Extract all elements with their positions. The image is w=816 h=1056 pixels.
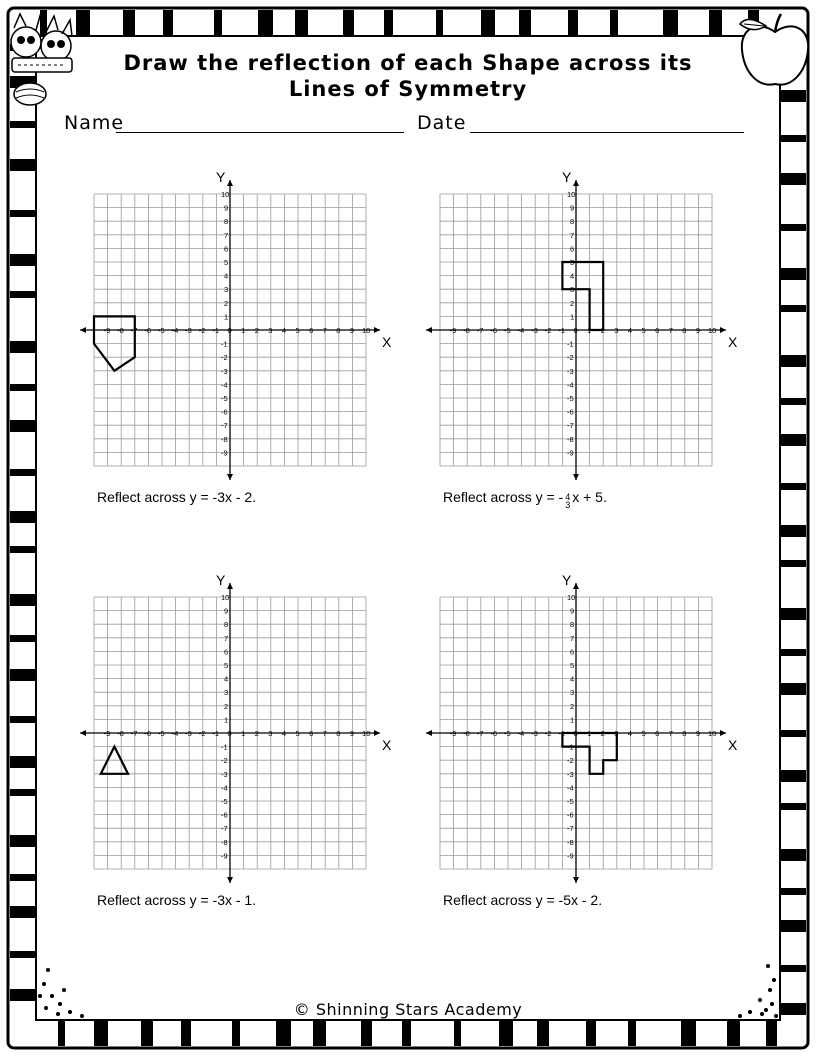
owl-clipart-icon xyxy=(6,6,78,106)
x-tick-label: 10 xyxy=(708,326,717,335)
border-stripe xyxy=(780,483,806,490)
y-axis-arrow xyxy=(573,877,579,883)
x-tick-label: 5 xyxy=(641,326,646,335)
x-tick-label: 3 xyxy=(268,729,273,738)
border-stripe xyxy=(10,159,36,171)
y-tick-label: 4 xyxy=(224,271,229,281)
y-tick-label: 6 xyxy=(570,647,575,657)
x-tick-label: 0 xyxy=(573,326,578,335)
x-tick-label: 3 xyxy=(614,326,619,335)
y-tick-label: 6 xyxy=(570,244,575,254)
x-tick-label: -7 xyxy=(476,326,484,335)
y-tick-label: -1 xyxy=(567,339,574,349)
y-tick-label: -5 xyxy=(567,797,574,806)
x-tick-label: -6 xyxy=(144,729,152,738)
name-label: Name xyxy=(64,112,125,134)
name-date-row xyxy=(64,112,748,138)
x-tick-label: 0 xyxy=(227,326,232,335)
x-tick-label: -6 xyxy=(144,326,152,335)
y-axis-label: Y xyxy=(216,575,226,588)
border-stripe xyxy=(780,683,806,695)
x-tick-label: -2 xyxy=(544,729,552,738)
x-axis-label: X xyxy=(382,737,392,753)
border-stripe xyxy=(10,384,36,391)
y-tick-label: -6 xyxy=(221,407,228,417)
apple-clipart-icon xyxy=(736,6,814,92)
y-tick-label: -4 xyxy=(567,380,574,390)
y-tick-label: 3 xyxy=(224,285,229,295)
x-tick-label: 1 xyxy=(241,326,246,335)
coordinate-grid-3 xyxy=(80,575,400,887)
y-tick-label: 3 xyxy=(224,688,229,698)
fraction-denominator: 3 xyxy=(565,500,571,510)
y-axis-label: Y xyxy=(562,575,572,588)
y-tick-label: -5 xyxy=(221,394,228,403)
x-tick-label: 5 xyxy=(295,729,300,738)
y-tick-label: 5 xyxy=(570,258,575,267)
border-stripe xyxy=(586,1020,596,1046)
copyright-footer: © Shinning Stars Academy xyxy=(293,1000,523,1019)
x-tick-label: 9 xyxy=(695,326,701,335)
x-tick-label: 2 xyxy=(254,729,259,738)
y-tick-label: -6 xyxy=(567,810,574,820)
x-axis-arrow xyxy=(374,730,380,736)
x-tick-label: -1 xyxy=(558,729,566,738)
y-tick-label: -5 xyxy=(221,797,228,806)
y-tick-label: -4 xyxy=(221,783,228,793)
x-axis-arrow xyxy=(720,327,726,333)
border-stripe xyxy=(780,135,806,142)
border-stripe xyxy=(780,173,806,185)
border-stripe xyxy=(361,1020,372,1046)
x-axis-label: X xyxy=(728,737,738,753)
y-tick-label: 2 xyxy=(570,701,575,711)
y-axis-arrow xyxy=(227,583,233,589)
border-stripe xyxy=(780,305,806,312)
y-tick-label: -2 xyxy=(567,756,574,766)
border-stripe xyxy=(10,511,36,523)
x-tick-label: 8 xyxy=(682,729,687,738)
border-stripe xyxy=(628,1020,636,1046)
x-tick-label: -4 xyxy=(171,326,179,335)
y-tick-label: -1 xyxy=(221,339,228,349)
x-tick-label: -8 xyxy=(463,729,470,738)
y-axis-arrow xyxy=(227,877,233,883)
border-stripe xyxy=(10,291,36,298)
y-tick-label: -9 xyxy=(221,851,228,861)
border-stripe xyxy=(402,1020,411,1046)
y-axis-arrow xyxy=(573,474,579,480)
y-tick-label: -2 xyxy=(221,353,228,363)
border-stripe xyxy=(780,649,806,656)
y-tick-label: 5 xyxy=(224,258,229,267)
border-stripe xyxy=(780,268,806,280)
y-tick-label: 8 xyxy=(570,217,575,227)
x-axis-label: X xyxy=(728,334,738,350)
speckle-dot xyxy=(50,994,54,998)
x-tick-label: 9 xyxy=(695,729,701,738)
x-tick-label: -1 xyxy=(212,729,220,738)
speckle-dot xyxy=(62,988,66,992)
border-stripe xyxy=(10,210,36,217)
x-tick-label: 4 xyxy=(627,326,633,335)
y-tick-label: 4 xyxy=(570,674,575,684)
border-stripe xyxy=(709,10,722,36)
y-tick-label: -9 xyxy=(221,448,228,458)
y-tick-label: 10 xyxy=(221,190,230,199)
y-tick-label: 7 xyxy=(224,230,229,240)
x-tick-label: 2 xyxy=(600,729,605,738)
border-stripe xyxy=(94,1020,108,1046)
x-tick-label: 5 xyxy=(295,326,300,335)
x-tick-label: 1 xyxy=(587,326,592,335)
border-stripe xyxy=(780,224,806,231)
y-tick-label: 9 xyxy=(224,203,229,213)
y-tick-label: -7 xyxy=(221,824,228,834)
border-stripe xyxy=(214,10,222,36)
speckle-dot xyxy=(38,994,42,998)
y-axis-label: Y xyxy=(562,172,572,185)
x-tick-label: 6 xyxy=(309,729,314,738)
border-stripe xyxy=(10,546,36,553)
coordinate-grid-4 xyxy=(426,575,746,887)
border-stripe xyxy=(10,835,36,847)
border-stripe xyxy=(232,1020,240,1046)
border-stripe xyxy=(454,1020,461,1046)
x-tick-label: -3 xyxy=(185,326,192,335)
y-tick-label: 6 xyxy=(224,244,229,254)
x-tick-label: -8 xyxy=(117,729,124,738)
y-tick-label: -3 xyxy=(567,769,574,779)
x-tick-label: -3 xyxy=(185,729,192,738)
y-tick-label: -5 xyxy=(567,394,574,403)
y-axis-arrow xyxy=(227,180,233,186)
y-tick-label: 10 xyxy=(221,593,230,602)
border-stripe xyxy=(780,920,806,932)
x-tick-label: 2 xyxy=(254,326,259,335)
x-tick-label: 0 xyxy=(573,729,578,738)
coordinate-grid-1 xyxy=(80,172,400,484)
border-stripe xyxy=(727,1020,740,1046)
x-tick-label: 8 xyxy=(336,326,341,335)
y-tick-label: 7 xyxy=(570,633,575,643)
x-tick-label: 4 xyxy=(281,729,287,738)
border-stripe xyxy=(10,874,36,881)
border-stripe xyxy=(76,10,90,36)
x-tick-label: -9 xyxy=(103,729,111,738)
coordinate-grid-2 xyxy=(426,172,746,484)
y-tick-label: 1 xyxy=(224,715,229,725)
border-stripe xyxy=(276,1020,291,1046)
x-tick-label: 9 xyxy=(349,326,355,335)
x-tick-label: 6 xyxy=(309,326,314,335)
y-tick-label: 1 xyxy=(570,715,575,725)
border-stripe xyxy=(780,608,806,620)
y-tick-label: 9 xyxy=(570,606,575,616)
x-tick-label: -7 xyxy=(130,729,138,738)
x-tick-label: -4 xyxy=(171,729,179,738)
y-axis-arrow xyxy=(227,474,233,480)
border-stripe xyxy=(568,10,578,36)
border-stripe xyxy=(123,10,135,36)
date-line xyxy=(470,132,744,133)
x-tick-label: -3 xyxy=(531,326,538,335)
x-tick-label: 4 xyxy=(281,326,287,335)
border-stripe xyxy=(499,1020,513,1046)
border-stripe xyxy=(610,10,618,36)
border-stripe xyxy=(343,10,354,36)
y-tick-label: 2 xyxy=(224,701,229,711)
border-stripe xyxy=(181,1020,191,1046)
border-stripe xyxy=(10,594,36,606)
y-tick-label: -4 xyxy=(567,783,574,793)
y-tick-label: 1 xyxy=(224,312,229,322)
y-tick-label: -4 xyxy=(221,380,228,390)
x-tick-label: 5 xyxy=(641,729,646,738)
y-tick-label: 4 xyxy=(570,271,575,281)
x-tick-label: -1 xyxy=(212,326,220,335)
x-tick-label: 1 xyxy=(587,729,592,738)
speckle-dot xyxy=(772,978,776,982)
y-tick-label: -3 xyxy=(221,366,228,376)
y-tick-label: -3 xyxy=(567,366,574,376)
x-tick-label: 1 xyxy=(241,729,246,738)
x-tick-label: 7 xyxy=(668,729,673,738)
x-tick-label: 2 xyxy=(600,326,605,335)
x-tick-label: 7 xyxy=(322,326,327,335)
y-tick-label: 10 xyxy=(567,593,576,602)
x-tick-label: -2 xyxy=(544,326,552,335)
border-stripe xyxy=(780,849,806,861)
y-tick-label: -8 xyxy=(567,434,574,444)
border-stripe xyxy=(780,560,806,567)
x-tick-label: -9 xyxy=(103,326,111,335)
x-tick-label: -8 xyxy=(117,326,124,335)
border-stripe xyxy=(10,635,36,642)
x-tick-label: -7 xyxy=(130,326,138,335)
x-axis-arrow xyxy=(426,327,432,333)
border-stripe xyxy=(766,1020,777,1046)
instruction-1: Reflect across y = -3x - 2. xyxy=(97,489,257,505)
border-stripe xyxy=(10,341,36,353)
x-tick-label: 3 xyxy=(268,326,273,335)
x-tick-label: -5 xyxy=(158,729,165,738)
instruction-2 xyxy=(443,489,607,510)
speckle-dot xyxy=(768,988,772,992)
y-tick-label: -9 xyxy=(567,448,574,458)
x-tick-label: 6 xyxy=(655,729,660,738)
border-stripe xyxy=(681,1020,696,1046)
x-tick-label: -8 xyxy=(463,326,470,335)
border-stripe xyxy=(10,469,36,476)
border-stripe xyxy=(537,1020,549,1046)
y-tick-label: 5 xyxy=(570,661,575,670)
border-stripe xyxy=(10,789,36,796)
x-tick-label: 8 xyxy=(336,729,341,738)
border-stripe xyxy=(141,1020,153,1046)
border-stripe xyxy=(10,951,36,958)
x-axis-arrow xyxy=(426,730,432,736)
x-tick-label: -9 xyxy=(449,326,457,335)
y-tick-label: 2 xyxy=(570,298,575,308)
x-axis-arrow xyxy=(80,327,86,333)
border-stripe xyxy=(10,906,36,918)
y-tick-label: -3 xyxy=(221,769,228,779)
y-axis-label: Y xyxy=(216,172,226,185)
y-tick-label: 3 xyxy=(570,688,575,698)
border-stripe xyxy=(58,1020,65,1046)
y-tick-label: -9 xyxy=(567,851,574,861)
x-tick-label: 4 xyxy=(627,729,633,738)
border-stripe xyxy=(780,888,806,895)
y-tick-label: 7 xyxy=(570,230,575,240)
border-stripe xyxy=(780,434,806,446)
border-stripe xyxy=(258,10,273,36)
speckle-dot xyxy=(766,964,770,968)
border-stripe xyxy=(663,10,678,36)
y-tick-label: 4 xyxy=(224,674,229,684)
border-stripe xyxy=(384,10,393,36)
y-tick-label: 2 xyxy=(224,298,229,308)
border-stripe xyxy=(10,716,36,723)
date-label: Date xyxy=(417,112,467,134)
x-tick-label: -4 xyxy=(517,729,525,738)
y-tick-label: 3 xyxy=(570,285,575,295)
x-tick-label: -2 xyxy=(198,326,206,335)
border-stripe xyxy=(295,10,308,36)
border-stripe xyxy=(10,756,36,768)
x-tick-label: 3 xyxy=(614,729,619,738)
border-stripe xyxy=(519,10,531,36)
y-tick-label: -6 xyxy=(221,810,228,820)
y-tick-label: -8 xyxy=(221,837,228,847)
y-tick-label: -7 xyxy=(567,824,574,834)
x-tick-label: 9 xyxy=(349,729,355,738)
x-tick-label: 10 xyxy=(708,729,717,738)
instruction-2-end: x + 5. xyxy=(572,489,607,505)
y-tick-label: 1 xyxy=(570,312,575,322)
border-stripe xyxy=(481,10,495,36)
fraction-numerator: 4 xyxy=(565,492,571,502)
border-stripe xyxy=(313,1020,326,1046)
y-tick-label: 10 xyxy=(567,190,576,199)
x-tick-label: 10 xyxy=(362,729,371,738)
y-tick-label: 6 xyxy=(224,647,229,657)
x-tick-label: -9 xyxy=(449,729,457,738)
name-line xyxy=(116,132,404,133)
x-axis-arrow xyxy=(374,327,380,333)
border-stripe xyxy=(10,420,36,432)
border-stripe xyxy=(163,10,173,36)
y-tick-label: 8 xyxy=(224,217,229,227)
border-stripe xyxy=(10,254,36,266)
x-axis-arrow xyxy=(720,730,726,736)
x-axis-label: X xyxy=(382,334,392,350)
y-tick-label: -2 xyxy=(567,353,574,363)
y-tick-label: -1 xyxy=(221,742,228,752)
x-tick-label: -6 xyxy=(490,729,498,738)
speckle-dot xyxy=(42,982,46,986)
x-tick-label: -6 xyxy=(490,326,498,335)
y-tick-label: -1 xyxy=(567,742,574,752)
x-tick-label: 0 xyxy=(227,729,232,738)
instruction-2-start: Reflect across y = - xyxy=(443,489,564,505)
border-stripe xyxy=(10,669,36,681)
border-stripe xyxy=(436,10,443,36)
y-tick-label: 8 xyxy=(224,620,229,630)
x-tick-label: -2 xyxy=(198,729,206,738)
y-tick-label: 8 xyxy=(570,620,575,630)
x-tick-label: 7 xyxy=(322,729,327,738)
shape-to-reflect xyxy=(562,262,603,330)
y-axis-arrow xyxy=(573,180,579,186)
border-stripe xyxy=(10,121,36,128)
x-tick-label: -5 xyxy=(158,326,165,335)
x-tick-label: -4 xyxy=(517,326,525,335)
border-stripe xyxy=(780,803,806,810)
x-tick-label: 7 xyxy=(668,326,673,335)
instruction-4: Reflect across y = -5x - 2. xyxy=(443,892,603,908)
border-stripe xyxy=(780,770,806,782)
y-tick-label: 5 xyxy=(224,661,229,670)
x-tick-label: 8 xyxy=(682,326,687,335)
x-tick-label: 6 xyxy=(655,326,660,335)
x-tick-label: -1 xyxy=(558,326,566,335)
border-stripe xyxy=(780,355,806,367)
y-tick-label: 9 xyxy=(224,606,229,616)
border-stripe xyxy=(780,525,806,537)
y-tick-label: -7 xyxy=(221,421,228,431)
x-axis-arrow xyxy=(80,730,86,736)
y-axis-arrow xyxy=(573,583,579,589)
instruction-3: Reflect across y = -3x - 1. xyxy=(97,892,257,908)
border-stripe xyxy=(780,965,806,972)
y-tick-label: 7 xyxy=(224,633,229,643)
y-tick-label: -8 xyxy=(567,837,574,847)
y-tick-label: 9 xyxy=(570,203,575,213)
y-tick-label: -7 xyxy=(567,421,574,431)
x-tick-label: -5 xyxy=(504,729,511,738)
border-stripe xyxy=(780,398,806,405)
y-tick-label: -2 xyxy=(221,756,228,766)
x-tick-label: 10 xyxy=(362,326,371,335)
speckle-dot xyxy=(46,968,50,972)
x-tick-label: -7 xyxy=(476,729,484,738)
y-tick-label: -6 xyxy=(567,407,574,417)
x-tick-label: -5 xyxy=(504,326,511,335)
worksheet-title: Draw the reflection of each Shape across its Lines of Symmetry xyxy=(123,51,693,101)
y-tick-label: -8 xyxy=(221,434,228,444)
x-tick-label: -3 xyxy=(531,729,538,738)
border-stripe xyxy=(780,730,806,737)
